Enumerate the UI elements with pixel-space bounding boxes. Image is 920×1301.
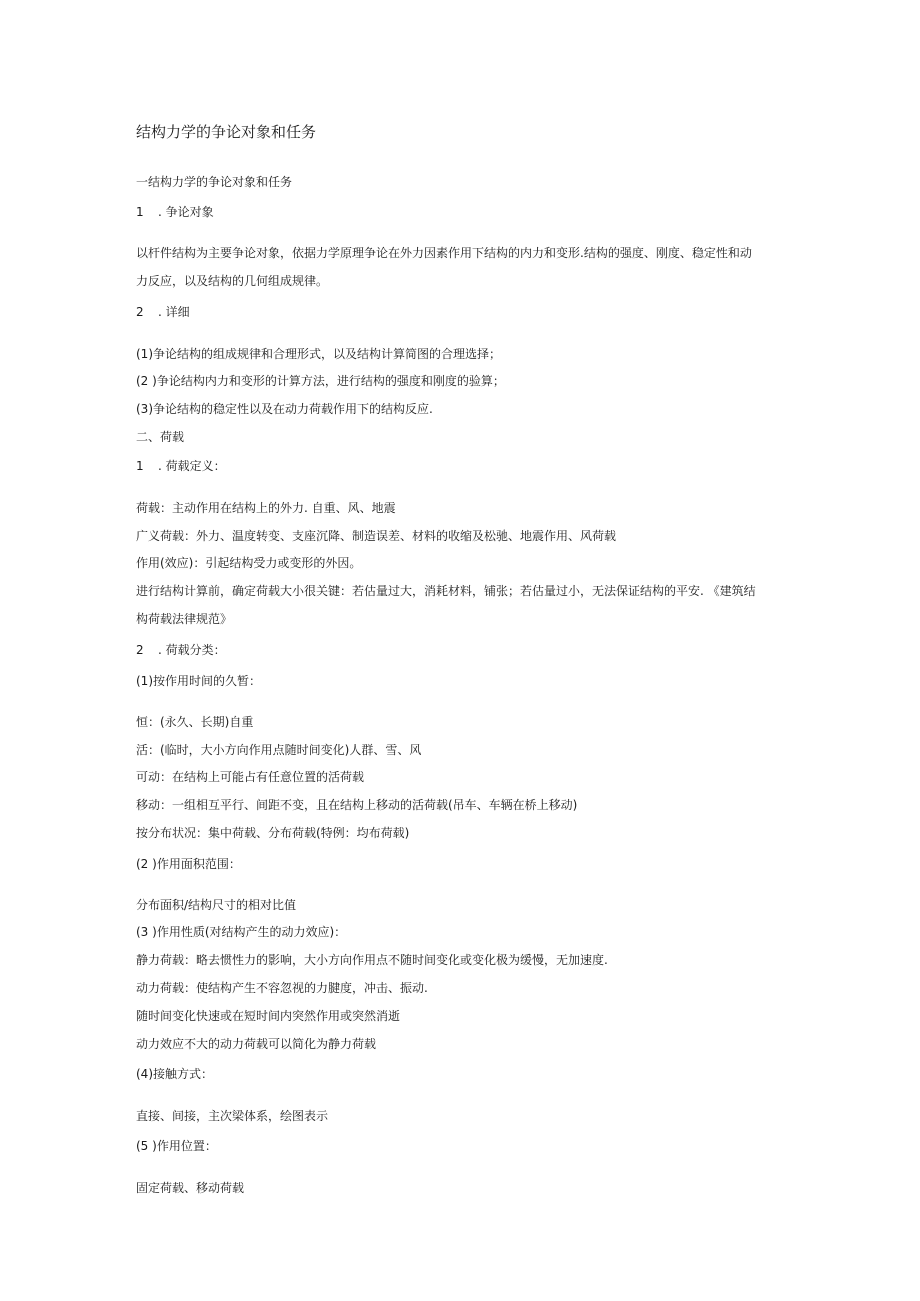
classification-2-heading: (2 )作用面积范围： <box>136 857 241 871</box>
section-1-item-1 <box>136 204 214 220</box>
load-definition: 荷载：主动作用在结构上的外力. 自重、风、地震 <box>136 501 396 515</box>
item-number: 2 <box>136 305 144 319</box>
load-estimation-line-2: 构荷载法律规范》 <box>136 612 233 626</box>
list-item: 活：(临时，大小方向作用点随时间变化)人群、雪、风 <box>136 743 422 757</box>
paragraph-research-object-line-2: 力反应，以及结构的几何组成规律。 <box>136 274 329 288</box>
item-text: . 详细 <box>158 305 190 319</box>
list-item: (3)争论结构的稳定性以及在动力荷载作用下的结构反应. <box>136 402 433 416</box>
section-2-item-1 <box>136 458 226 474</box>
list-item: 按分布状况：集中荷载、分布荷载(特例：均布荷载) <box>136 826 410 840</box>
section-2-heading: 二、荷载 <box>136 430 185 444</box>
list-item: 分布面积/结构尺寸的相对比值 <box>136 898 297 912</box>
section-1-item-2 <box>136 304 190 320</box>
action-effect: 作用(效应)：引起结构受力或变形的外因。 <box>136 556 362 570</box>
list-item: 可动：在结构上可能占有任意位置的活荷载 <box>136 770 365 784</box>
document-title: 结构力学的争论对象和任务 <box>136 123 317 141</box>
list-item: 恒：(永久、长期)自重 <box>136 715 254 729</box>
item-text: . 争论对象 <box>158 205 214 219</box>
classification-3-heading: (3 )作用性质(对结构产生的动力效应)： <box>136 925 347 939</box>
list-item: 静力荷载：略去惯性力的影响，大小方向作用点不随时间变化或变化极为缓慢，无加速度. <box>136 953 608 967</box>
paragraph-research-object-line-1: 以杆件结构为主要争论对象，依据力学原理争论在外力因素作用下结构的内力和变形.结构的强度、刚度、稳定性和动 <box>136 246 752 260</box>
classification-5-heading: (5 )作用位置： <box>136 1139 217 1153</box>
item-number: 1 <box>136 459 144 473</box>
list-item: (1)争论结构的组成规律和合理形式，以及结构计算简图的合理选择； <box>136 347 502 361</box>
list-item: 动力荷载：使结构产生不容忽视的力腱度，冲击、振动. <box>136 981 428 995</box>
classification-1-heading: (1)按作用时间的久暂： <box>136 674 261 688</box>
generalized-load: 广义荷载：外力、温度转变、支座沉降、制造误差、材料的收缩及松驰、地震作用、风荷载 <box>136 529 617 543</box>
item-number: 1 <box>136 205 144 219</box>
list-item: (2 )争论结构内力和变形的计算方法，进行结构的强度和刚度的验算； <box>136 374 505 388</box>
item-text: . 荷载定义： <box>158 459 226 473</box>
list-item: 直接、间接，主次梁体系，绘图表示 <box>136 1109 329 1123</box>
item-text: . 荷载分类： <box>158 643 226 657</box>
list-item: 动力效应不大的动力荷载可以简化为静力荷载 <box>136 1037 377 1051</box>
section-1-heading: 一结构力学的争论对象和任务 <box>136 175 293 189</box>
list-item: 随时间变化快速或在短时间内突然作用或突然消逝 <box>136 1009 401 1023</box>
classification-4-heading: (4)接触方式： <box>136 1067 213 1081</box>
list-item: 移动：一组相互平行、间距不变，且在结构上移动的活荷载(吊车、车辆在桥上移动) <box>136 798 578 812</box>
load-estimation-line-1: 进行结构计算前，确定荷载大小很关键：若估量过大，消耗材料，铺张；若估量过小，无法保证结构的平安. 《建筑结 <box>136 584 756 598</box>
list-item: 固定荷载、移动荷载 <box>136 1181 245 1195</box>
item-number: 2 <box>136 643 144 657</box>
section-2-item-2 <box>136 642 226 658</box>
